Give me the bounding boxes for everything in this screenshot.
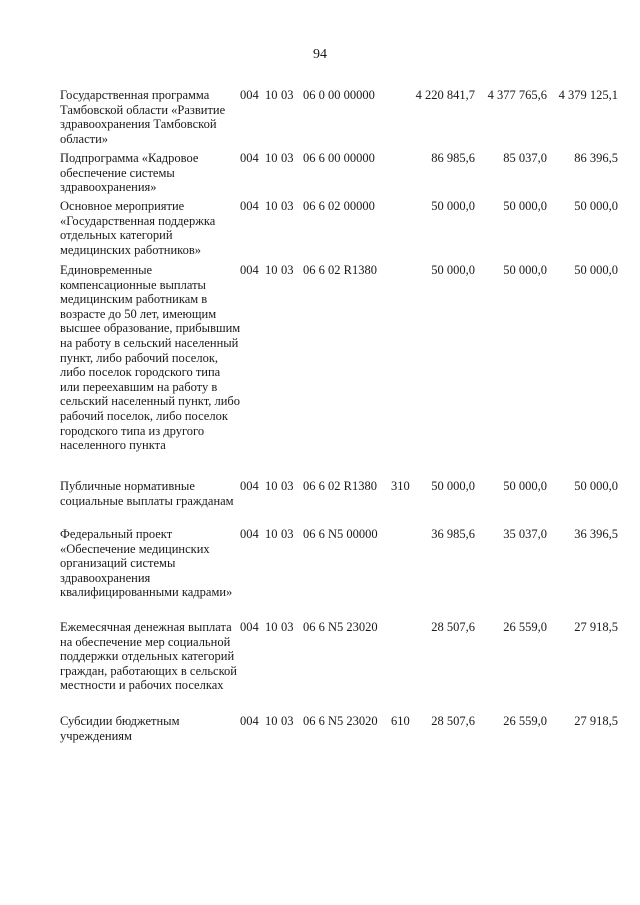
row-value-year2: 50 000,0 — [503, 263, 547, 277]
row-vr: 310 — [391, 479, 410, 493]
row-value-year1: 86 985,6 — [431, 151, 475, 165]
row-csr: 06 0 00 00000 — [303, 88, 375, 102]
row-rz: 10 — [265, 88, 278, 102]
row-csr: 06 6 N5 23020 — [303, 620, 378, 634]
row-pr: 03 — [281, 527, 294, 541]
row-ved: 004 — [240, 479, 259, 493]
row-name: Государственная программа Тамбовской области «Развитие здравоохранения Тамбовской области» — [60, 88, 226, 146]
row-value-year2: 50 000,0 — [503, 479, 547, 493]
row-value-year1: 50 000,0 — [431, 263, 475, 277]
row-pr: 03 — [281, 714, 294, 728]
row-value-year1: 28 507,6 — [431, 714, 475, 728]
row-pr: 03 — [281, 88, 294, 102]
row-value-year2: 4 377 765,6 — [487, 88, 547, 102]
row-ved: 004 — [240, 263, 259, 277]
row-rz: 10 — [265, 151, 278, 165]
row-pr: 03 — [281, 199, 294, 213]
row-rz: 10 — [265, 199, 278, 213]
row-name: Ежемесячная денежная выплата на обеспечение мер социальной поддержки отдельных категорий граждан, работающих в сельской местности и рабочих поселках — [60, 620, 237, 693]
row-rz: 10 — [265, 620, 278, 634]
row-pr: 03 — [281, 151, 294, 165]
row-value-year1: 28 507,6 — [431, 620, 475, 634]
row-name: Единовременные компенсационные выплаты медицинским работникам в возрасте до 50 лет, имеющим высшее образование, прибывшим на работу в сельский населенный пункт, либо рабочий поселок, либо поселок городского типа или переехавшим на работу в сельский населенный пункт, либо рабочий поселок, либо поселок городского типа из другого населенного пункта — [60, 263, 241, 453]
row-value-year3: 27 918,5 — [574, 714, 618, 728]
row-ved: 004 — [240, 527, 259, 541]
row-value-year1: 50 000,0 — [431, 479, 475, 493]
row-value-year3: 86 396,5 — [574, 151, 618, 165]
row-name: Субсидии бюджетным учреждениям — [60, 714, 180, 743]
row-vr: 610 — [391, 714, 410, 728]
row-ved: 004 — [240, 199, 259, 213]
row-value-year3: 50 000,0 — [574, 479, 618, 493]
row-ved: 004 — [240, 620, 259, 634]
row-csr: 06 6 02 R1380 — [303, 263, 377, 277]
row-name: Публичные нормативные социальные выплаты гражданам — [60, 479, 234, 508]
row-rz: 10 — [265, 263, 278, 277]
row-value-year3: 50 000,0 — [574, 199, 618, 213]
row-ved: 004 — [240, 151, 259, 165]
row-value-year2: 85 037,0 — [503, 151, 547, 165]
row-rz: 10 — [265, 479, 278, 493]
row-csr: 06 6 N5 23020 — [303, 714, 378, 728]
row-name: Федеральный проект «Обеспечение медицинских организаций системы здравоохранения квалифицированными кадрами» — [60, 527, 233, 600]
row-pr: 03 — [281, 479, 294, 493]
row-ved: 004 — [240, 88, 259, 102]
row-csr: 06 6 00 00000 — [303, 151, 375, 165]
page-number: 94 — [313, 47, 327, 62]
row-value-year2: 26 559,0 — [503, 620, 547, 634]
row-name: Основное мероприятие «Государственная поддержка отдельных категорий медицинских работников» — [60, 199, 216, 257]
row-value-year3: 4 379 125,1 — [558, 88, 618, 102]
row-value-year2: 50 000,0 — [503, 199, 547, 213]
row-name: Подпрограмма «Кадровое обеспечение системы здравоохранения» — [60, 151, 199, 195]
row-value-year3: 27 918,5 — [574, 620, 618, 634]
row-csr: 06 6 02 00000 — [303, 199, 375, 213]
row-value-year1: 50 000,0 — [431, 199, 475, 213]
row-rz: 10 — [265, 714, 278, 728]
row-value-year3: 50 000,0 — [574, 263, 618, 277]
row-value-year2: 26 559,0 — [503, 714, 547, 728]
row-value-year3: 36 396,5 — [574, 527, 618, 541]
row-csr: 06 6 02 R1380 — [303, 479, 377, 493]
row-value-year2: 35 037,0 — [503, 527, 547, 541]
row-value-year1: 4 220 841,7 — [415, 88, 475, 102]
row-csr: 06 6 N5 00000 — [303, 527, 378, 541]
row-pr: 03 — [281, 620, 294, 634]
row-rz: 10 — [265, 527, 278, 541]
row-value-year1: 36 985,6 — [431, 527, 475, 541]
row-ved: 004 — [240, 714, 259, 728]
row-pr: 03 — [281, 263, 294, 277]
